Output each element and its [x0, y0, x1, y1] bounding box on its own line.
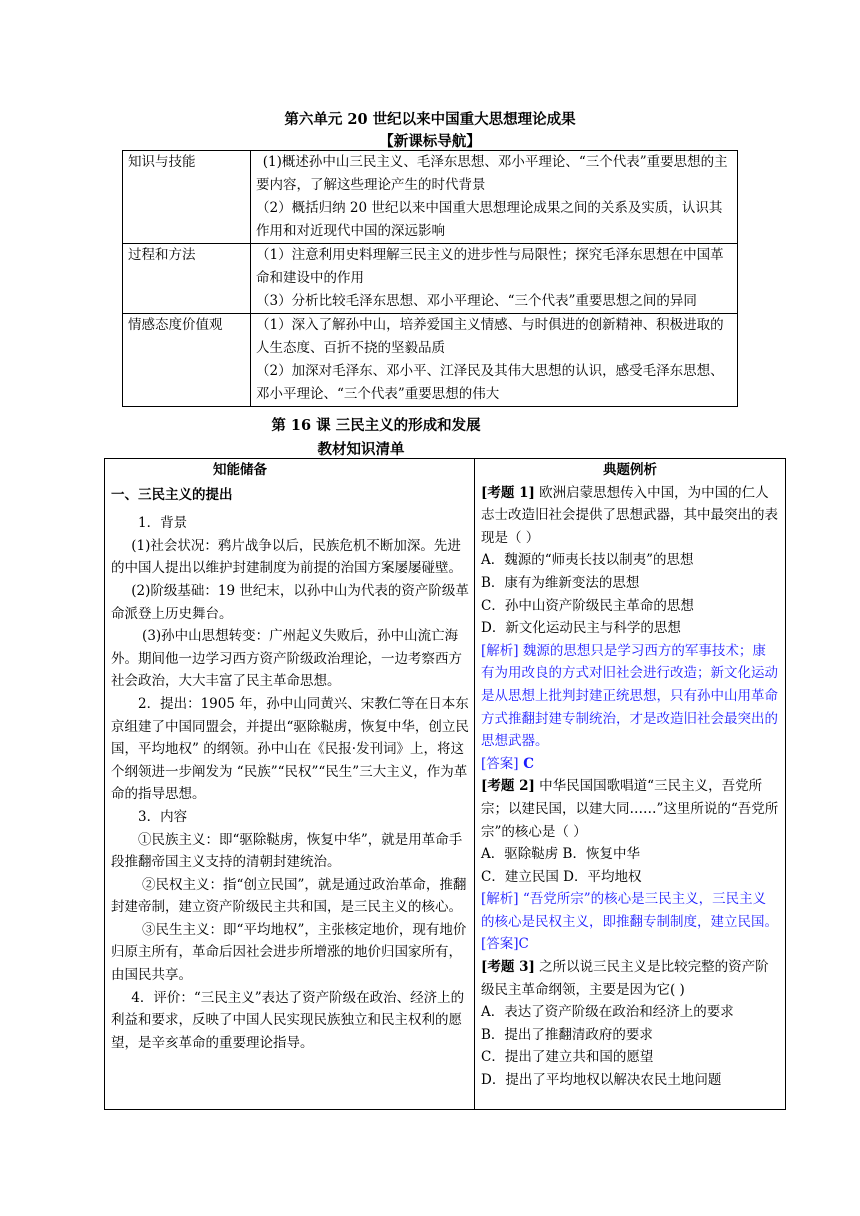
goal-line: （1）注意利用史料理解三民主义的进步性与局限性；探究毛泽东思想在中国革命和建设中的作用 — [256, 247, 724, 286]
subheading: 1．背景 — [138, 515, 188, 532]
analysis: [解析] 魏源的思想只是学习西方的军事技术；康有为用改良的方式对旧社会进行改造；新文化运动是从思想上批判封建正统思想，只有孙中山用革命方式推翻封建专制统治，才是改造旧社会最突出的思想武器。 — [481, 642, 778, 750]
goal-key: 知识与技能 — [123, 151, 251, 244]
option: A．驱除鞑虏 — [481, 846, 559, 863]
question-tag: [考题 3] — [481, 959, 535, 976]
column-header: 典题例析 — [603, 462, 657, 478]
goal-line: （2）加深对毛泽东、邓小平、江泽民及其伟大思想的认识，感受毛泽东思想、邓小平理论、“三个代表”重要思想的伟大 — [256, 363, 724, 402]
option-row — [481, 843, 779, 866]
option: A．魏源的“师夷长技以制夷”的思想 — [481, 552, 694, 569]
unit-title: 第六单元 20 世纪以来中国重大思想理论成果 — [284, 111, 576, 128]
option: B．恢复中华 — [562, 846, 640, 863]
paragraph: (3)孙中山思想转变：广州起义失败后，孙中山流亡海外。期间他一边学习西方资产阶级政治理论，一边考察西方社会政治，大大丰富了民主革命思想。 — [111, 628, 462, 690]
goal-line: （1）深入了解孙中山，培养爱国主义情感、与时俱进的创新精神、积极进取的人生态度、百折不挠的坚毅品质 — [256, 317, 724, 356]
paragraph: 2．提出：1905 年，孙中山同黄兴、宋教仁等在日本东京组建了中国同盟会，并提出“驱除鞑虏，恢复中华，创立民国，平均地权” 的纲领。孙中山在《民报·发刊词》上，将这个纲领进一步阐发为 “民族”“民权”“民生”三大主义，作为革命的指导思想。 — [111, 695, 469, 803]
option-row — [481, 866, 779, 889]
column-header: 知能储备 — [213, 462, 267, 478]
nav-title: 【新课标导航】 — [379, 133, 481, 150]
question-stem: 中华民国国歌唱道“三民主义，吾党所宗；以建民国，以建大同……”这里所说的“吾党所宗”的核心是（ ） — [481, 778, 779, 840]
knowledge-table — [104, 458, 786, 1110]
table-row — [123, 151, 738, 244]
subheading: 3．内容 — [138, 808, 188, 825]
answer-value: C — [518, 936, 529, 953]
answer — [481, 933, 779, 956]
goal-text — [251, 244, 738, 314]
paragraph: ②民权主义：指“创立民国”，就是通过政治革命，推翻封建帝制，建立资产阶级民主共和国，是三民主义的核心。 — [111, 876, 467, 916]
option: A．表达了资产阶级在政治和经济上的要求 — [481, 1004, 734, 1021]
answer-tag: [答案] — [481, 936, 519, 953]
answer-value: C — [518, 755, 534, 772]
answer — [481, 753, 779, 776]
question-tag: [考题 2] — [481, 778, 535, 795]
goal-text — [251, 314, 738, 407]
paragraph: ①民族主义：即“驱除鞑虏，恢复中华”，就是用革命手段推翻帝国主义支持的清朝封建统治。 — [111, 831, 463, 871]
goal-line: (1)概述孙中山三民主义、毛泽东思想、邓小平理论、“三个代表”重要思想的主要内容，了解这些理论产生的时代背景 — [256, 154, 728, 193]
option: C．建立民国 — [481, 868, 559, 885]
table-row — [123, 314, 738, 407]
analysis: [解析] “吾党所宗”的核心是三民主义，三民主义的核心是民权主义，即推翻专制制度，建立民国。 — [481, 891, 778, 930]
question-stem: 之所以说三民主义是比较完整的资产阶级民主革命纲领，主要是因为它( ) — [481, 959, 769, 998]
paragraph: 4．评价：“三民主义”表达了资产阶级在政治、经济上的利益和要求，反映了中国人民实现民族独立和民主权利的愿望，是辛亥革命的重要理论指导。 — [111, 989, 465, 1051]
table-row — [123, 244, 738, 314]
question-1 — [481, 482, 779, 550]
lesson-title: 第 16 课 三民主义的形成和发展 — [271, 417, 481, 434]
paragraph: (1)社会状况：鸦片战争以后，民族危机不断加深。先进的中国人提出以维护封建制度为前提的治国方案屡屡碰壁。 — [111, 537, 462, 577]
option: D．新文化运动民主与科学的思想 — [481, 620, 681, 637]
option: C．提出了建立共和国的愿望 — [481, 1049, 654, 1066]
column-divider — [474, 459, 475, 1109]
goal-key: 情感态度价值观 — [123, 314, 251, 407]
knowledge-column — [111, 459, 469, 1054]
section-heading: 一、三民主义的提出 — [111, 486, 233, 503]
option: B．康有为维新变法的思想 — [481, 574, 640, 591]
goal-line: （2）概括归纳 20 世纪以来中国重大思想理论成果之间的关系及实质，认识其作用和对近现代中国的深远影响 — [256, 200, 723, 239]
examples-column — [481, 459, 779, 1092]
goal-line: （3）分析比较毛泽东思想、邓小平理论、“三个代表”重要思想之间的异同 — [256, 293, 697, 309]
paragraph: ③民生主义：即“平均地权”，主张核定地价，现有地价归原主所有，革命后因社会进步所增涨的地价归国家所有，由国民共享。 — [111, 921, 467, 984]
option: B．提出了推翻清政府的要求 — [481, 1026, 653, 1043]
option: D．提出了平均地权以解决农民土地问题 — [481, 1072, 722, 1089]
question-tag: [考题 1] — [481, 484, 535, 501]
option: D．平均地权 — [563, 868, 642, 885]
answer-tag: [答案] — [481, 755, 519, 772]
option: C．孙中山资产阶级民主革命的思想 — [481, 597, 694, 614]
question-3 — [481, 956, 779, 1001]
question-stem: 欧洲启蒙思想传入中国，为中国的仁人志士改造旧社会提供了思想武器，其中最突出的表现是（ ） — [481, 484, 778, 546]
goal-text — [251, 151, 738, 244]
goals-table — [122, 150, 738, 407]
goal-key: 过程和方法 — [123, 244, 251, 314]
lesson-subtitle: 教材知识清单 — [317, 441, 405, 458]
paragraph: (2)阶级基础：19 世纪末，以孙中山为代表的资产阶级革命派登上历史舞台。 — [111, 582, 469, 622]
question-2 — [481, 775, 779, 843]
